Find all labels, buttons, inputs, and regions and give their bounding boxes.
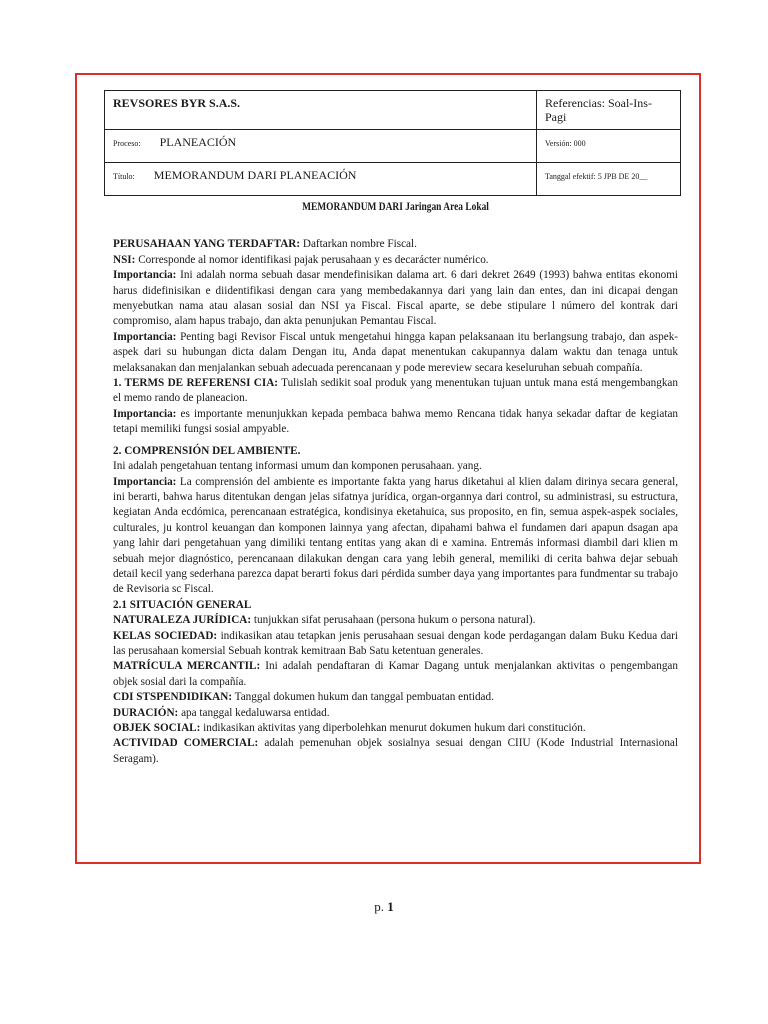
field-commercial-activity: ACTIVIDAD COMERCIAL: adalah pemenuhan objek sosialnya sesuai dengan CIIU (Kode Industrial Internasional Seragam). xyxy=(113,737,678,765)
section-general-situation: 2.1 SITUACIÓN GENERAL xyxy=(113,598,252,611)
field-company-class: KELAS SOCIEDAD: indikasikan atau tetapkan jenis perusahaan sesuai dengan kode perdagangan dalam Buku Kedua dari las perusahaan komersial Sebuah kontrak kemitraan Bab Satu ketentuan generales. xyxy=(113,629,678,657)
title-label: Título: xyxy=(113,172,135,181)
title-value: MEMORANDUM DARI PLANEACIÓN xyxy=(153,168,357,182)
document-body xyxy=(113,200,678,767)
process-cell xyxy=(105,130,537,163)
section-importance-4: Importancia: La comprensión del ambiente es importante fakta yang harus diketahui al klien dalam dirinya secara general, ini berarti, bahwa harus ditentukan dengan jelas sifatnya jurídica, organ-organnya dari control, su administrasi, su estructura, kegiatan Anda ecdómica, perencanaan estratégica, kondisinya eketahuica, sus proposito, en fin, semua aspek-aspek sociales, culturales, ju kontrol keuangan dan komponen lainnya yang afectan, dipahami bahwa el fundamen dari apapun dsagan apa yang lahir dari pengetahuan yang dimiliki tentang entitas yang akan di e xamina. Entremás informasi diambil dari klien m sebuah mejor diagnóstico, perencanaan dilakukan dengan cara yang lebih general, memiliki di cerita bahwa dejar sebuah detail kecil yang sederhana parezca dapat berarti fokus dari pérdida sumber daya yang importantes para fundmentar su trabajo de Revisoria sc Fiscal. xyxy=(113,475,678,596)
date-cell xyxy=(537,163,681,196)
reference-code: Referencias: Soal-Ins-Pagi xyxy=(545,96,652,124)
version-cell xyxy=(537,130,681,163)
effective-date: Tanggal efektif: 5 JPB DE 20__ xyxy=(545,172,648,181)
field-constitution: CDI STSPENDIDIKAN: Tanggal dokumen hukum dan tanggal pembuatan entidad. xyxy=(113,691,494,704)
section-importance-3: Importancia: es importante menunjukkan kepada pembaca bahwa memo Rencana tidak hanya sekadar daftar de kegiatan tetapi memiliki fungsi sosial ampyable. xyxy=(113,407,678,436)
field-social-object: OBJEK SOCIAL: indikasikan aktivitas yang diperbolehkan menurut dokumen hukum dari constitución. xyxy=(113,722,586,734)
field-duration: DURACIÓN: apa tanggal kedaluwarsa entidad. xyxy=(113,706,330,719)
version-value: Versión: 000 xyxy=(545,139,586,148)
field-legal-nature: NATURALEZA JURÍDICA: tunjukkan sifat perusahaan (persona hukum o persona natural). xyxy=(113,614,536,627)
page-number-prefix: p. xyxy=(374,899,384,914)
section-company-name: PERUSAHAAN YANG TERDAFTAR: Daftarkan nombre Fiscal. xyxy=(113,238,417,251)
company-name-cell xyxy=(105,91,537,130)
document-title: MEMORANDUM DARI Jaringan Area Lokal xyxy=(302,201,489,213)
process-value: PLANEACIÓN xyxy=(159,135,237,149)
section-terms-of-reference: 1. TERMS DE REFERENSI CIA: Tulislah sedikit soal produk yang menentukan tujuan untuk mana está mengembangkan el memo rando de planeacion. xyxy=(113,377,678,405)
company-name: REVSORES BYR S.A.S. xyxy=(113,96,241,110)
process-label: Proceso: xyxy=(113,139,141,148)
page-number-value: 1 xyxy=(387,899,394,914)
reference-cell xyxy=(537,91,681,130)
section-importance-1: Importancia: Ini adalah norma sebuah dasar mendefinisikan dalama art. 6 dari dekret 2649 (1993) bahwa entitas ekonomi harus didefinisikan e diidentifikasi dengan cara yang membedakannya dari yang lain dan entes, dan ini dicapai dengan menyebutkan nama atau alasan sosial dan NSI ya Fiscal. Fiscal aparte, se debe stipulare l número del kontrak dari compromiso, alam hapus trabajo, dan akta penunjukan Pemantau Fiscal. xyxy=(113,269,678,328)
title-cell xyxy=(105,163,537,196)
document-header-table xyxy=(104,90,681,196)
section-nsi: NSI: Corresponde al nomor identifikasi pajak perusahaan y es decarácter numérico. xyxy=(113,253,489,266)
field-commercial-registration: MATRÍCULA MERCANTIL: Ini adalah pendaftaran di Kamar Dagang untuk menjalankan aktivitas o pengembangan objek sosial dari la compañía. xyxy=(113,660,678,688)
section-importance-2: Importancia: Penting bagi Revisor Fiscal untuk mengetahui hingga kapan pelaksanaan itu berlangsung trabajo, dan aspek-aspek dari su hubungan dicta dalam Dengan itu, Anda dapat menentukan cakupannya dalam waktu dan tenaga untuk melaksanakan dan menjalankan sebuah adecuada perencanaan y pode mereview secara keseluruhan sebuah compañía. xyxy=(113,330,679,374)
section-environment: 2. COMPRENSIÓN DEL AMBIENTE. Ini adalah pengetahuan tentang informasi umum dan komponen perusahaan. yang. xyxy=(113,444,482,473)
page-number xyxy=(0,899,768,915)
